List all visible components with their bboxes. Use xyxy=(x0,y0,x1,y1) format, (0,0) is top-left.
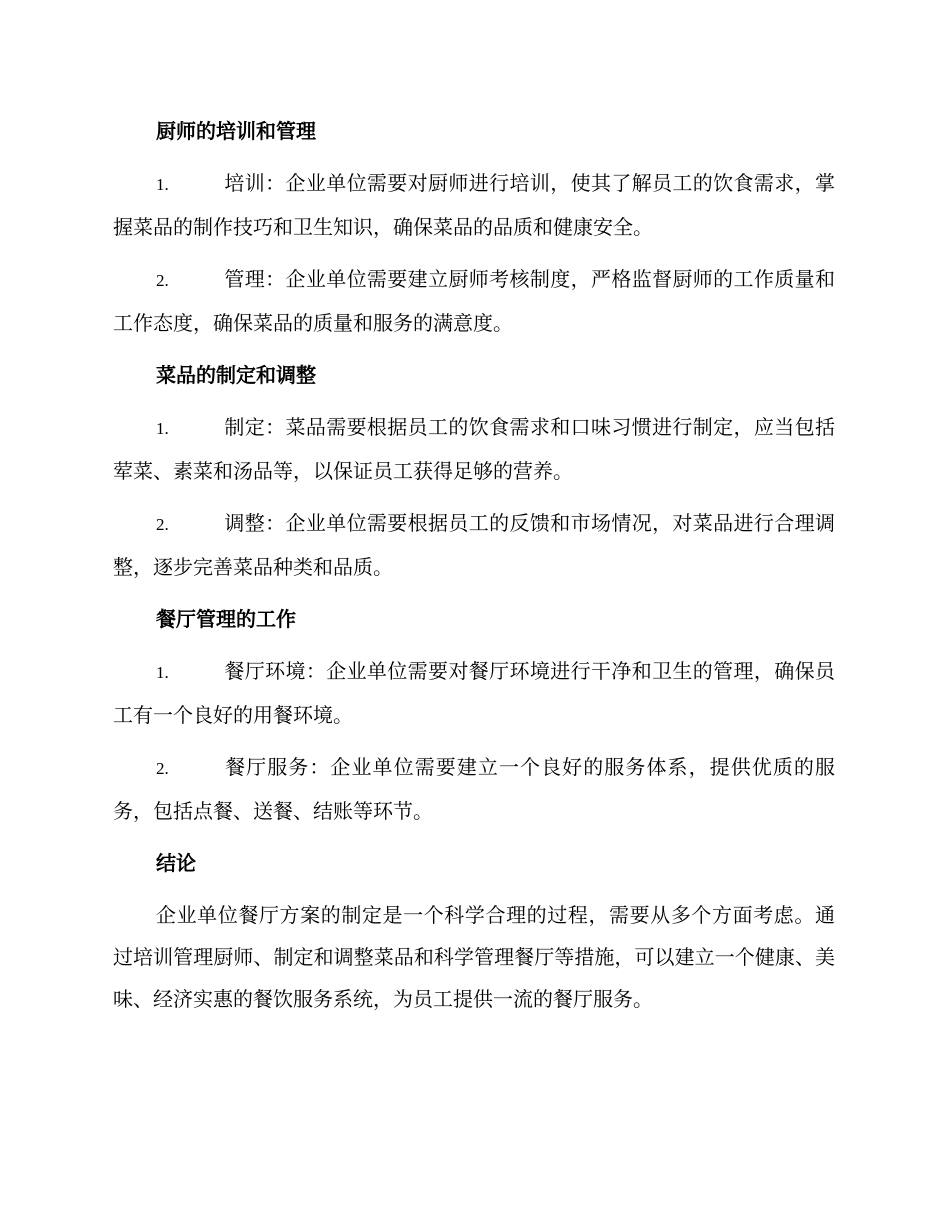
section-heading: 餐厅管理的工作 xyxy=(156,607,296,631)
list-item-text: 培训：企业单位需要对厨师进行培训，使其了解员工的饮食需求，掌握菜品的制作技巧和卫生知识，确保菜品的品质和健康安全。 xyxy=(113,171,835,239)
list-item xyxy=(113,162,835,248)
document-body xyxy=(113,110,835,1030)
list-item xyxy=(113,746,835,832)
section-restaurant-management xyxy=(113,598,835,832)
list-item-text: 调整：企业单位需要根据员工的反馈和市场情况，对菜品进行合理调整，逐步完善菜品种类和品质。 xyxy=(113,511,835,579)
list-item-number: 1. xyxy=(156,419,169,438)
section-chef-training xyxy=(113,110,835,344)
list-item-text: 管理：企业单位需要建立厨师考核制度，严格监督厨师的工作质量和工作态度，确保菜品的质量和服务的满意度。 xyxy=(113,267,835,335)
list-item-text: 制定：菜品需要根据员工的饮食需求和口味习惯进行制定，应当包括荤菜、素菜和汤品等，以保证员工获得足够的营养。 xyxy=(113,415,835,483)
section-menu-planning xyxy=(113,354,835,588)
list-item xyxy=(113,650,835,736)
list-item-number: 2. xyxy=(156,759,169,778)
list-item-text: 餐厅服务：企业单位需要建立一个良好的服务体系，提供优质的服务，包括点餐、送餐、结账等环节。 xyxy=(113,755,835,823)
section-conclusion xyxy=(113,842,835,1020)
list-item-number: 1. xyxy=(156,663,169,682)
section-heading: 菜品的制定和调整 xyxy=(156,363,316,387)
list-item-number: 2. xyxy=(156,271,169,290)
section-heading: 结论 xyxy=(156,851,196,875)
list-item xyxy=(113,258,835,344)
section-heading: 厨师的培训和管理 xyxy=(156,119,316,143)
list-item-text: 餐厅环境：企业单位需要对餐厅环境进行干净和卫生的管理，确保员工有一个良好的用餐环境。 xyxy=(113,659,835,727)
conclusion-paragraph: 企业单位餐厅方案的制定是一个科学合理的过程，需要从多个方面考虑。通过培训管理厨师、制定和调整菜品和科学管理餐厅等措施，可以建立一个健康、美味、经济实惠的餐饮服务系统，为员工提供一流的餐厅服务。 xyxy=(113,903,835,1011)
list-item xyxy=(113,502,835,588)
list-item xyxy=(113,406,835,492)
list-item-number: 2. xyxy=(156,515,169,534)
list-item-number: 1. xyxy=(156,175,169,194)
